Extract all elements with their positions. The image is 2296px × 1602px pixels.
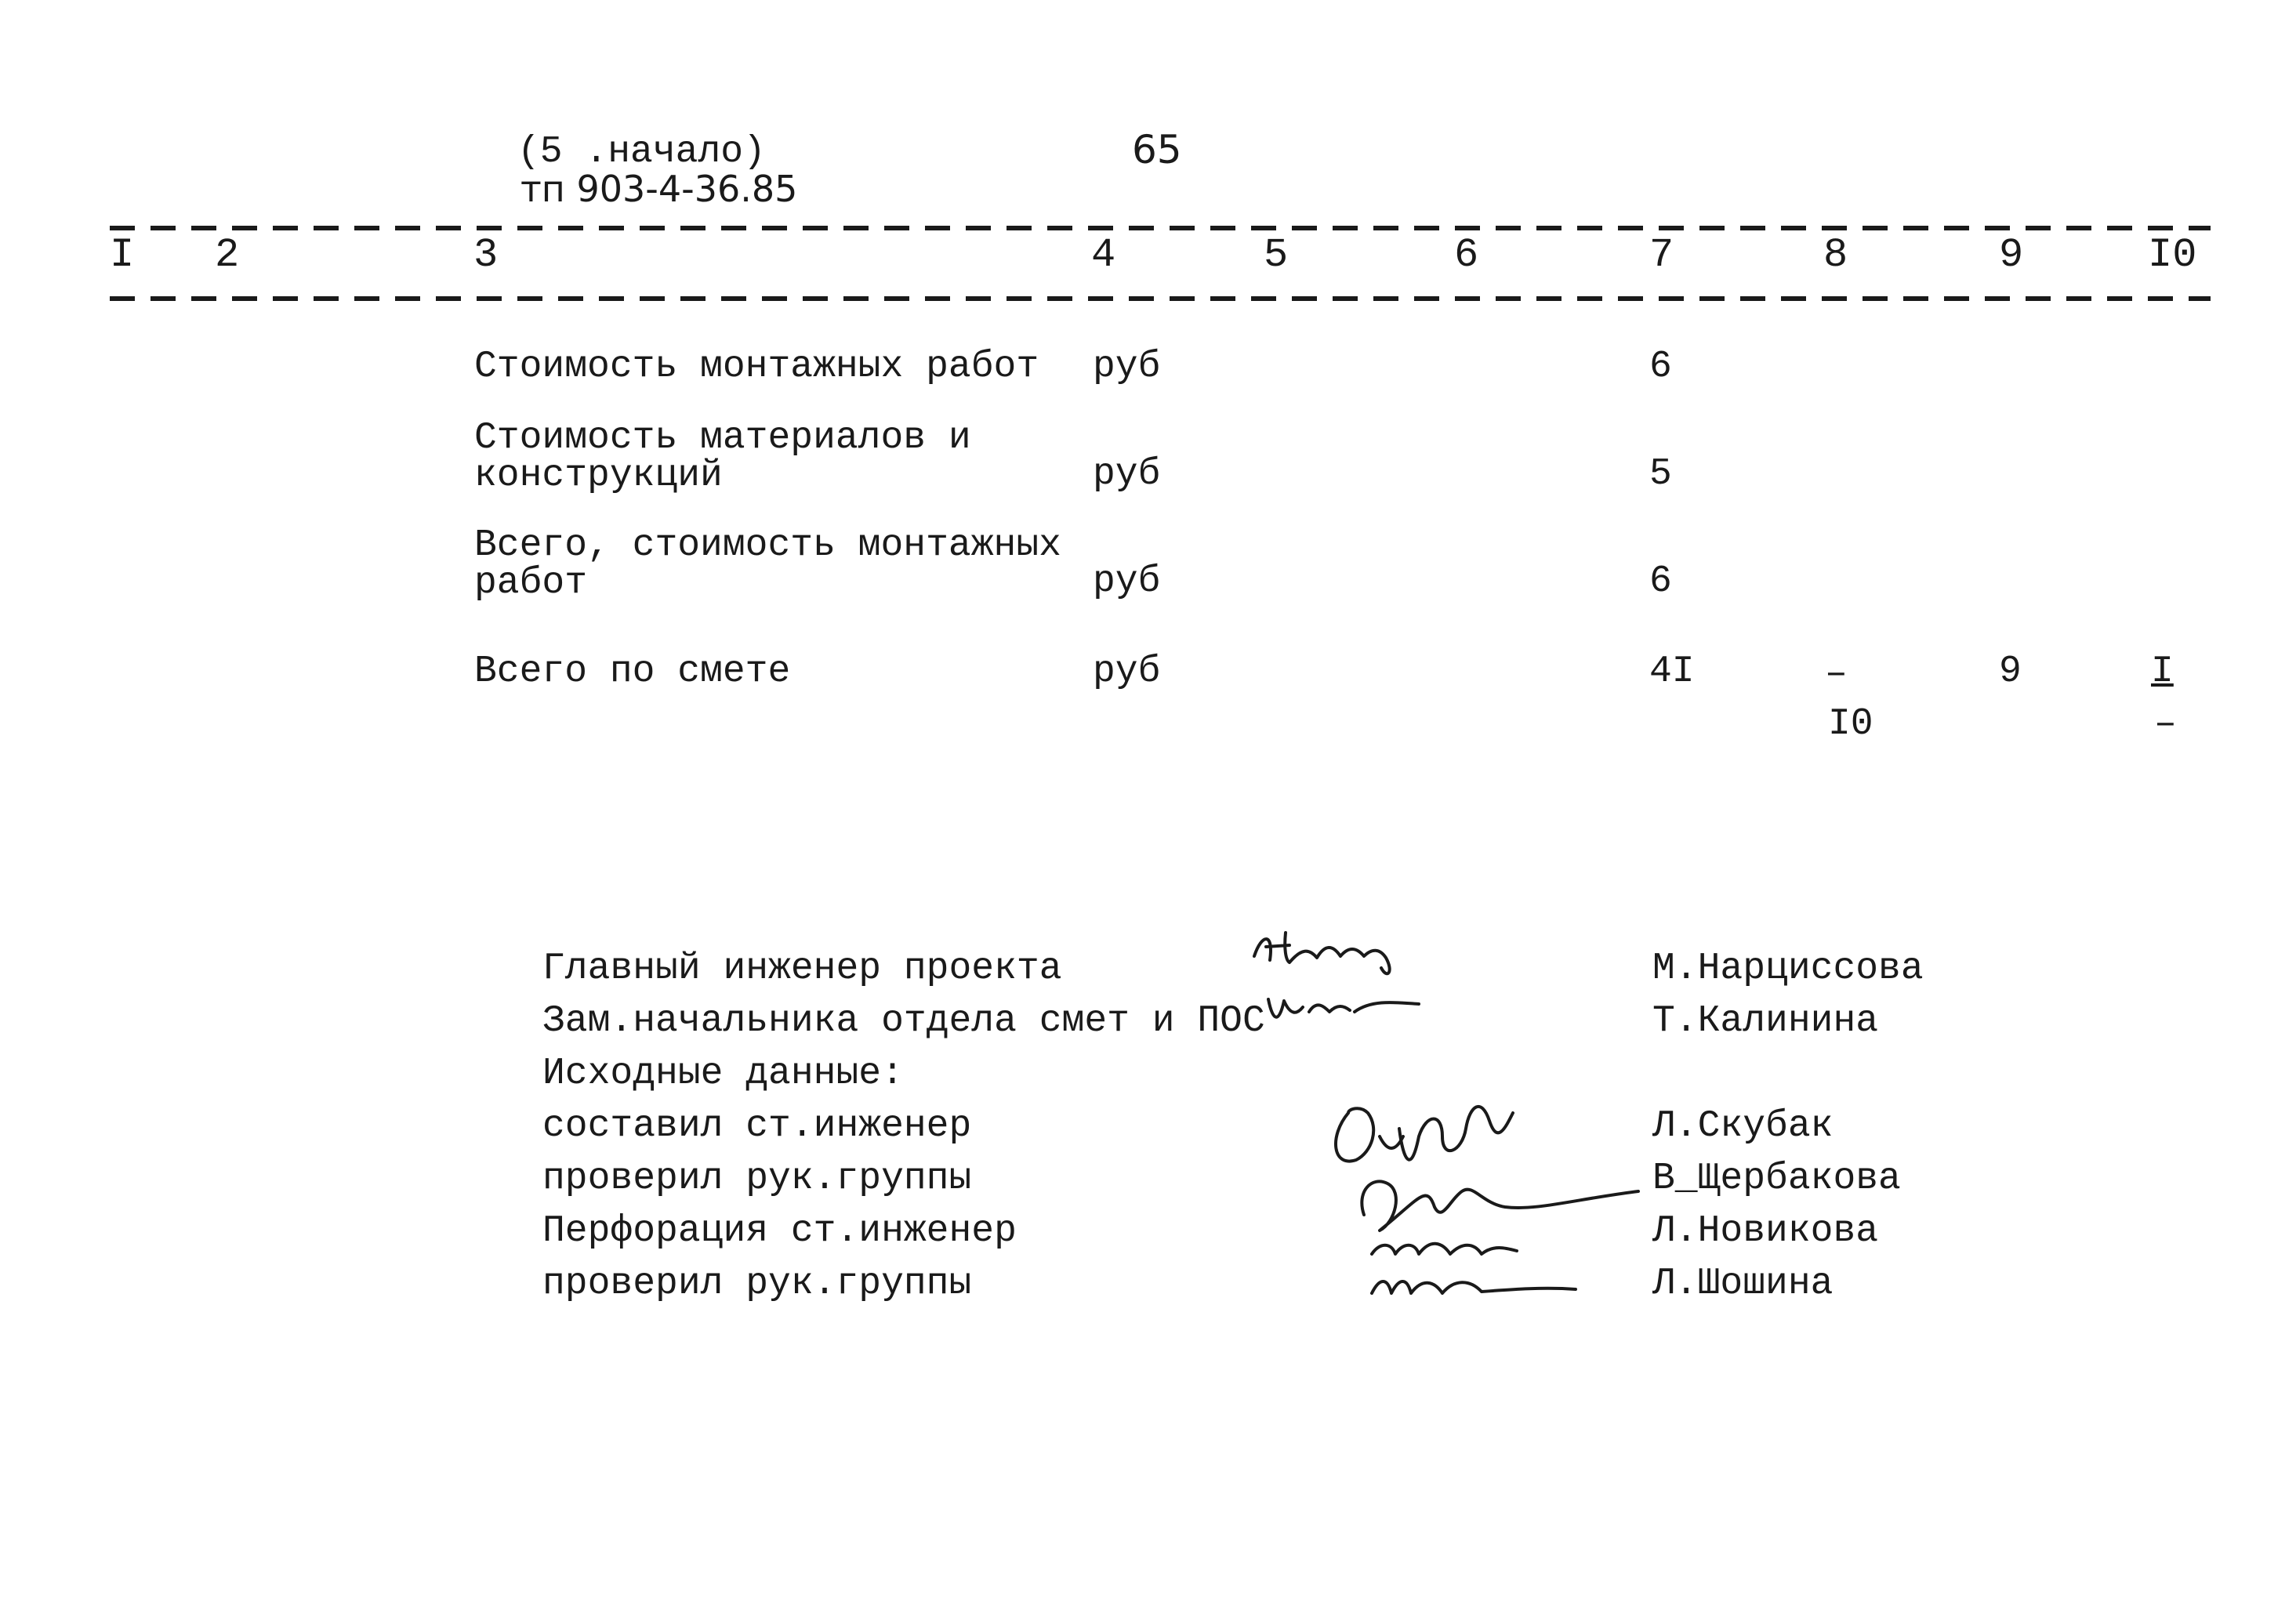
row-value-col10-bottom: – (2154, 703, 2177, 745)
document-code: тп 903-4-36.85 (520, 168, 798, 210)
row-label-installation-cost: Стоимость монтажных работ (474, 346, 1039, 388)
signatory-role: проверил рук.группы (542, 1263, 972, 1305)
row-value-col7: 6 (1649, 346, 1672, 388)
row-value-col10-top: I (2151, 651, 2174, 693)
row-label-estimate-total: Всего по смете (474, 651, 791, 693)
signatory-role: Исходные данные: (542, 1053, 904, 1095)
column-number-10: I0 (2148, 232, 2197, 278)
row-unit: руб (1093, 560, 1161, 603)
column-number-8: 8 (1823, 232, 1848, 278)
row-unit: руб (1093, 346, 1161, 388)
signatory-name: М.Нарциссова (1652, 948, 1924, 990)
column-number-7: 7 (1649, 232, 1674, 278)
row-unit: руб (1093, 453, 1161, 495)
column-number-5: 5 (1264, 232, 1289, 278)
column-number-2: 2 (215, 232, 240, 278)
row-value-col7: 4I (1649, 651, 1695, 693)
row-label-total-installation: Всего, стоимость монтажных работ (474, 524, 1061, 604)
column-number-1: I (110, 232, 135, 278)
signatory-role: проверил рук.группы (542, 1158, 972, 1200)
signatory-name: Л.Скубак (1652, 1105, 1834, 1147)
signatory-name: Т.Калинина (1652, 1000, 1879, 1042)
row-value-col8-top: – (1825, 653, 1848, 695)
column-number-4: 4 (1091, 232, 1116, 278)
column-number-9: 9 (1999, 232, 2024, 278)
continuation-label: (5 .начало) (517, 131, 766, 173)
row-value-col7: 5 (1649, 453, 1672, 495)
handwritten-signature (1325, 1066, 1654, 1301)
signatory-name: Л.Шошина (1652, 1263, 1834, 1305)
signatory-role: Главный инженер проекта (542, 948, 1062, 990)
page-number: 65 (1132, 127, 1182, 172)
header-bottom-rule (110, 296, 2211, 301)
handwritten-signature (1246, 925, 1435, 980)
row-unit: руб (1093, 651, 1161, 693)
handwritten-signature (1262, 984, 1427, 1031)
signatory-role: составил ст.инженер (542, 1105, 972, 1147)
signatory-name: Л.Новикова (1652, 1210, 1879, 1252)
row-value-col8-bottom: I0 (1828, 703, 1873, 745)
row-value-col7: 6 (1649, 560, 1672, 603)
row-label-materials-cost: Стоимость материалов и конструкций (474, 417, 971, 497)
signatory-role: Перфорация ст.инженер (542, 1210, 1017, 1252)
signatory-name: В_Щербакова (1652, 1158, 1901, 1200)
header-top-rule (110, 226, 2211, 230)
row-value-col9: 9 (1999, 651, 2022, 693)
column-number-3: 3 (473, 232, 499, 278)
column-number-6: 6 (1454, 232, 1479, 278)
signatory-role: Зам.начальника отдела смет и ПОС (542, 1000, 1265, 1042)
